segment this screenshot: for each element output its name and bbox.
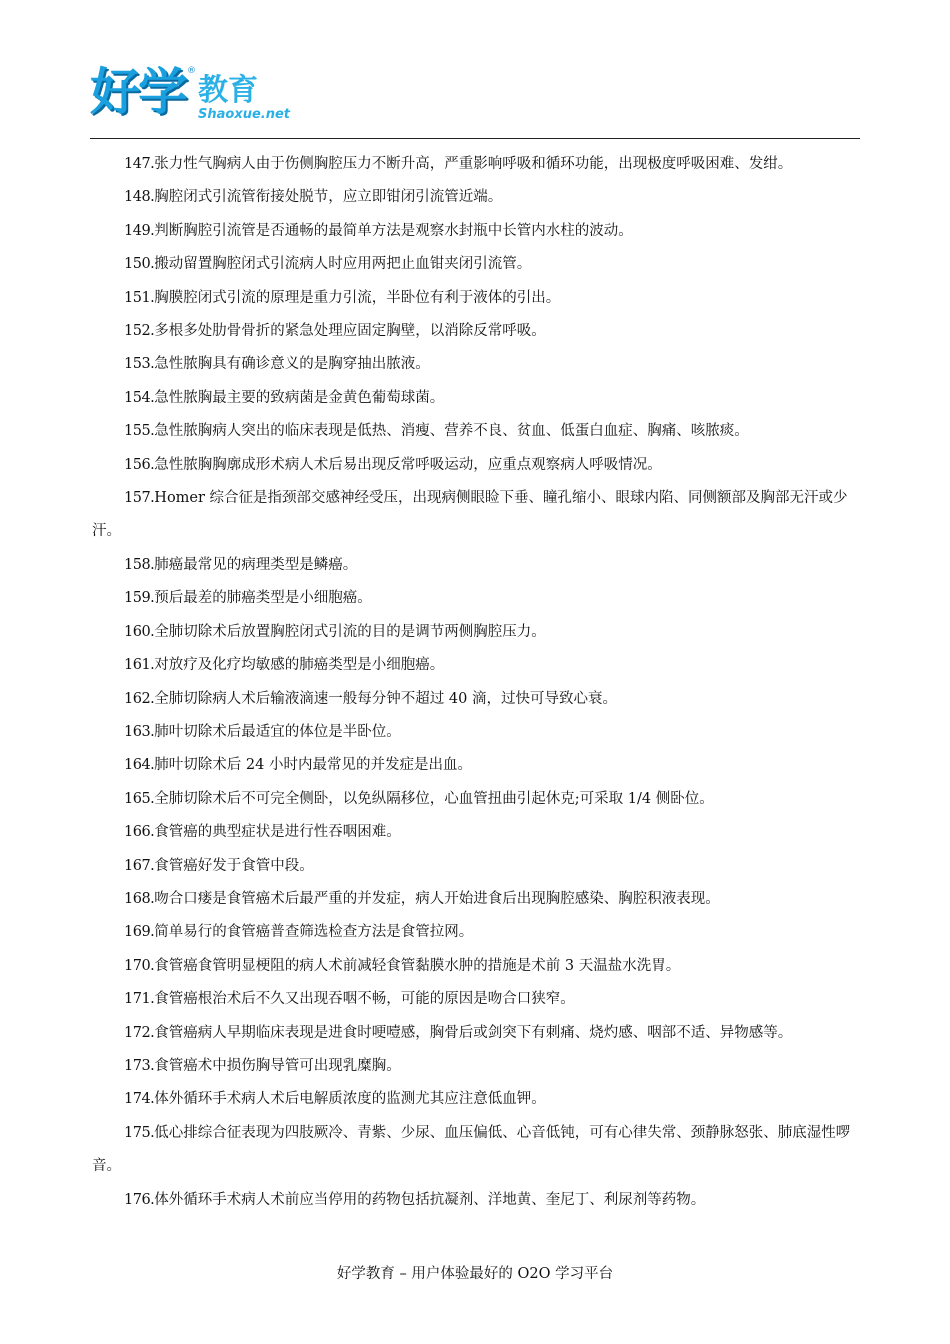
item-text: 判断胸腔引流管是否通畅的最简单方法是观察水封瓶中长管内水柱的波动。: [154, 222, 633, 239]
item-text: 急性脓胸胸廓成形术病人术后易出现反常呼吸运动，应重点观察病人呼吸情况。: [154, 456, 662, 473]
list-item: [92, 1083, 882, 1116]
item-text: 急性脓胸最主要的致病菌是金黄色葡萄球菌。: [154, 389, 445, 406]
item-text: 简单易行的食管癌普查筛选检查方法是食管拉网。: [154, 924, 474, 941]
item-number: 158.: [124, 556, 155, 573]
list-item: [92, 983, 882, 1016]
item-text: 低心排综合征表现为四肢厥冷、青紫、少尿、血压偏低、心音低钝，可有心律失常、颈静脉怒张、肺底湿性啰音。: [92, 1124, 851, 1175]
header-rule: [90, 138, 860, 139]
item-text: 对放疗及化疗均敏感的肺癌类型是小细胞癌。: [154, 657, 445, 674]
list-item: [92, 382, 882, 415]
item-text: 肺癌最常见的病理类型是鳞癌。: [154, 556, 358, 573]
item-text: 全肺切除术后不可完全侧卧，以免纵隔移位，心血管扭曲引起休克;可采取 1/4 侧卧位。: [154, 790, 714, 807]
item-number: 166.: [124, 824, 155, 841]
page-footer: 好学教育 – 用户体验最好的 O2O 学习平台: [336, 1266, 614, 1282]
logo-main-text: 好学: [90, 63, 186, 121]
item-text: 食管癌术中损伤胸导管可出现乳糜胸。: [154, 1057, 401, 1074]
item-number: 168.: [124, 890, 155, 907]
item-number: 159.: [124, 590, 155, 607]
item-text: 肺叶切除术后最适宜的体位是半卧位。: [154, 723, 401, 740]
list-item: [92, 816, 882, 849]
item-text: 全肺切除术后放置胸腔闭式引流的目的是调节两侧胸腔压力。: [154, 623, 546, 640]
list-item: [92, 315, 882, 348]
list-item: [92, 649, 882, 682]
item-text: 食管癌根治术后不久又出现吞咽不畅，可能的原因是吻合口狭窄。: [154, 991, 575, 1008]
item-text: 体外循环手术病人术前应当停用的药物包括抗凝剂、洋地黄、奎尼丁、利尿剂等药物。: [154, 1191, 706, 1208]
item-number: 161.: [124, 657, 155, 674]
item-number: 169.: [124, 924, 155, 941]
list-item: [92, 783, 882, 816]
item-number: 152.: [124, 323, 155, 340]
logo-side: [198, 62, 290, 122]
list-item: [92, 181, 882, 214]
item-number: 147.: [124, 156, 155, 172]
item-text: 食管癌好发于食管中段。: [154, 857, 314, 874]
item-number: 156.: [124, 456, 155, 473]
list-item: [92, 215, 882, 248]
item-text: 急性脓胸具有确诊意义的是胸穿抽出脓液。: [154, 356, 430, 373]
item-number: 153.: [124, 356, 155, 373]
list-item: [92, 916, 882, 949]
item-number: 155.: [124, 423, 155, 440]
list-item: [92, 449, 882, 482]
item-number: 173.: [124, 1057, 155, 1074]
list-item: [92, 248, 882, 281]
item-number: 149.: [124, 222, 155, 239]
document-body: [92, 148, 882, 1217]
item-number: 172.: [124, 1024, 155, 1041]
item-number: 151.: [124, 289, 155, 306]
item-text: 胸膜腔闭式引流的原理是重力引流，半卧位有利于液体的引出。: [154, 289, 561, 306]
item-text: 体外循环手术病人术后电解质浓度的监测尤其应注意低血钾。: [154, 1091, 546, 1108]
item-number: 150.: [124, 256, 155, 273]
item-number: 174.: [124, 1091, 155, 1108]
list-item: [92, 616, 882, 649]
item-number: 148.: [124, 189, 155, 206]
item-number: 162.: [124, 690, 155, 707]
logo-site-text: Shaoxue.net: [198, 107, 291, 122]
list-item: [92, 482, 860, 549]
list-item: [92, 1184, 882, 1217]
item-text: 吻合口瘘是食管癌术后最严重的并发症，病人开始进食后出现胸腔感染、胸腔积液表现。: [154, 890, 720, 907]
list-item: [92, 582, 882, 615]
item-text: 食管癌的典型症状是进行性吞咽困难。: [154, 824, 401, 841]
item-number: 164.: [124, 757, 155, 774]
shaoxue-logo: [90, 62, 290, 122]
item-text: 多根多处肋骨骨折的紧急处理应固定胸壁，以消除反常呼吸。: [154, 323, 546, 340]
item-text: Homer 综合征是指颈部交感神经受压，出现病侧眼睑下垂、瞳孔缩小、眼球内陷、同侧额部及胸部无汗或少汗。: [92, 490, 848, 540]
item-number: 176.: [124, 1191, 155, 1208]
list-item: [92, 1050, 882, 1083]
item-number: 165.: [124, 790, 155, 807]
item-number: 171.: [124, 991, 155, 1008]
list-item: [92, 1017, 882, 1050]
item-number: 154.: [124, 389, 155, 406]
item-number: 163.: [124, 723, 155, 740]
item-text: 食管癌食管明显梗阻的病人术前减轻食管黏膜水肿的措施是术前 3 天温盐水洗胃。: [154, 957, 681, 974]
item-number: 157.: [124, 490, 155, 507]
item-text: 急性脓胸病人突出的临床表现是低热、消瘦、营养不良、贫血、低蛋白血症、胸痛、咳脓痰。: [154, 423, 749, 440]
list-item: [92, 549, 882, 582]
item-text: 胸腔闭式引流管衔接处脱节，应立即钳闭引流管近端。: [154, 189, 503, 206]
list-item: [92, 883, 882, 916]
item-number: 170.: [124, 957, 155, 974]
item-text: 张力性气胸病人由于伤侧胸腔压力不断升高，严重影响呼吸和循环功能，出现极度呼吸困难、发绀。: [154, 156, 793, 172]
item-text: 搬动留置胸腔闭式引流病人时应用两把止血钳夹闭引流管。: [154, 256, 532, 273]
item-text: 预后最差的肺癌类型是小细胞癌。: [154, 590, 372, 607]
item-text: 肺叶切除术后 24 小时内最常见的并发症是出血。: [154, 757, 472, 774]
item-text: 食管癌病人早期临床表现是进食时哽噎感，胸骨后或剑突下有刺痛、烧灼感、咽部不适、异物感等。: [154, 1024, 793, 1041]
list-item: [92, 1117, 860, 1184]
item-number: 167.: [124, 857, 155, 874]
list-item: [92, 749, 882, 782]
page-header: [90, 60, 860, 142]
list-item: [92, 348, 882, 381]
list-item: [92, 415, 882, 448]
item-number: 160.: [124, 623, 155, 640]
list-item: [92, 282, 882, 315]
registered-mark: ®: [187, 66, 196, 76]
item-text: 全肺切除病人术后输液滴速一般每分钟不超过 40 滴，过快可导致心衰。: [154, 690, 617, 707]
item-number: 175.: [124, 1124, 155, 1141]
list-item: [92, 850, 882, 883]
list-item: [92, 716, 882, 749]
logo-edu-text: 教育: [198, 73, 258, 108]
list-item: [92, 950, 882, 983]
list-item: [92, 148, 882, 181]
list-item: [92, 683, 882, 716]
